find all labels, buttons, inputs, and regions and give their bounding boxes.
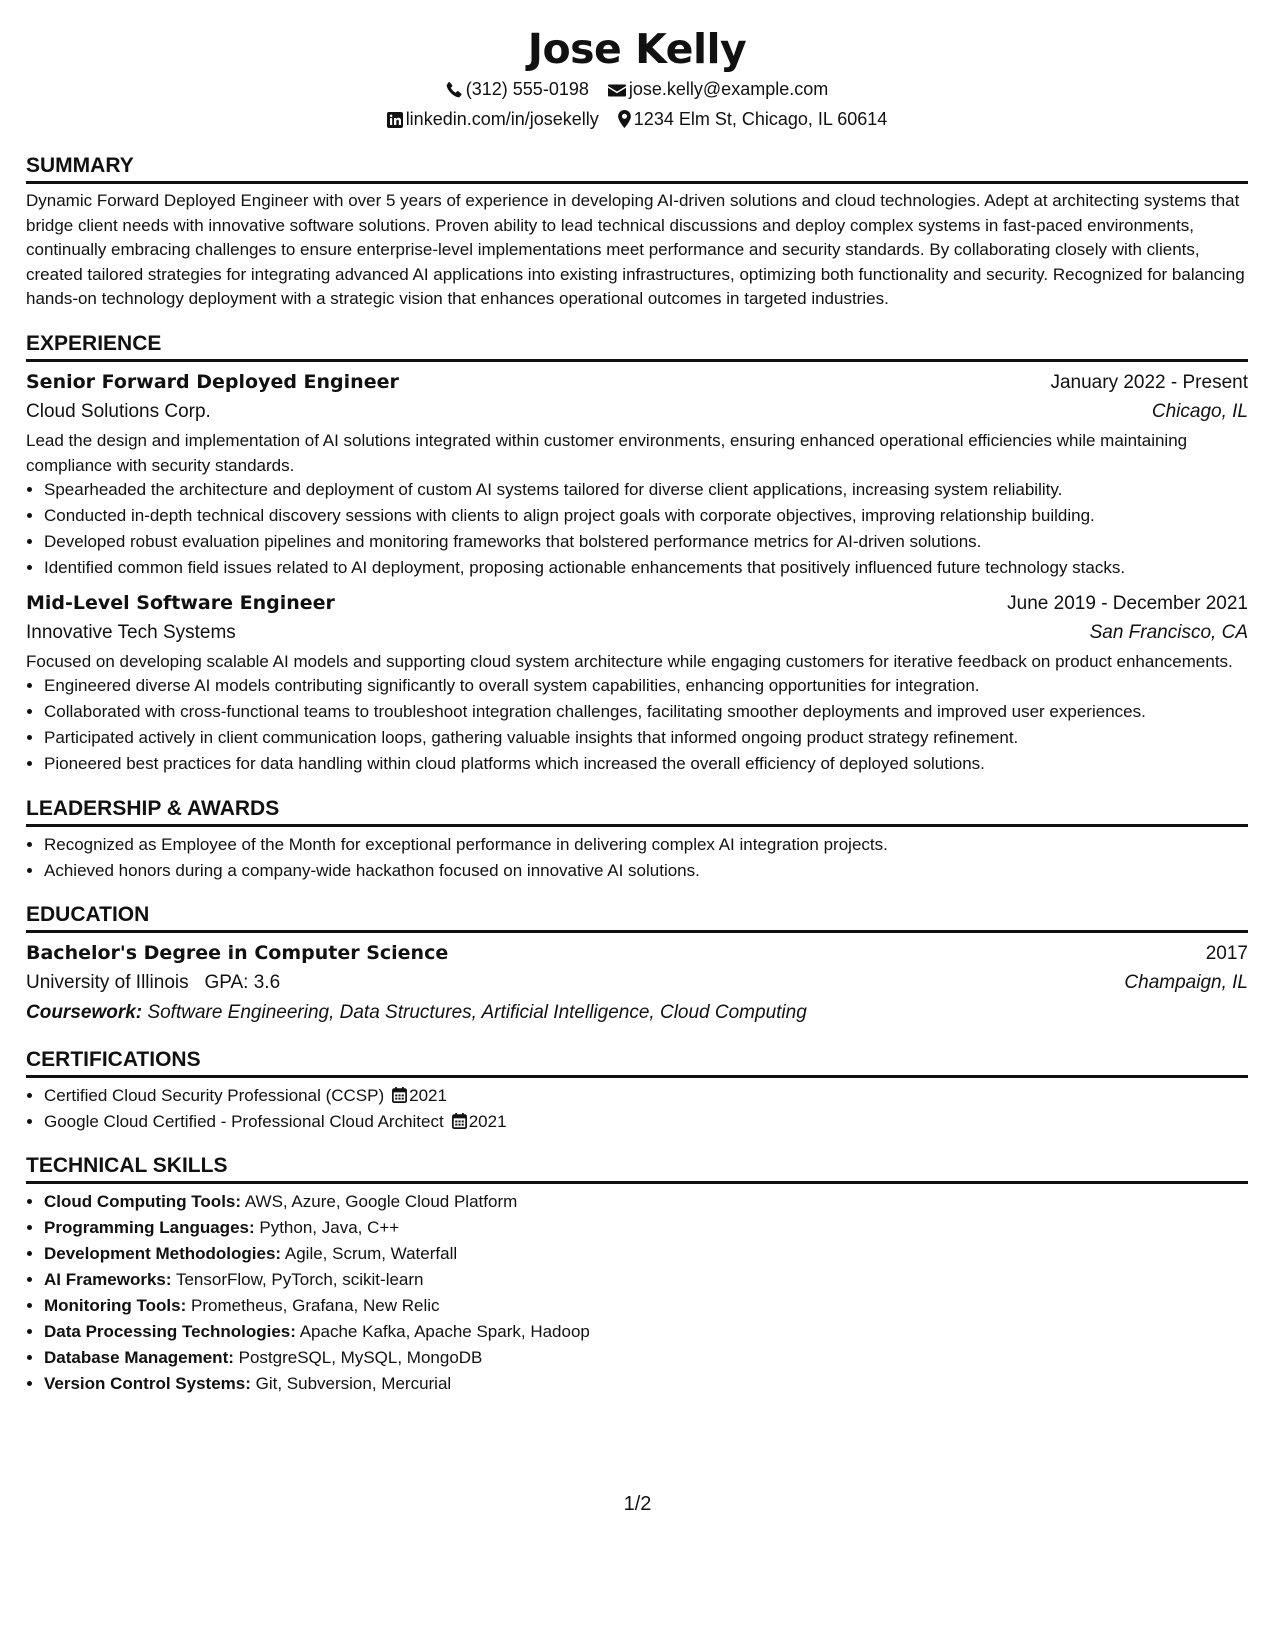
skill-item bbox=[44, 1242, 1248, 1266]
list-item: • Engineered diverse AI models contributing significantly to overall system capabilities, enhancing opportunities for integration. bbox=[44, 674, 1248, 698]
job-header bbox=[26, 368, 1248, 397]
summary-section bbox=[26, 152, 1248, 312]
skill-item bbox=[44, 1346, 1248, 1370]
education-header bbox=[26, 939, 1248, 968]
section-divider bbox=[26, 1181, 1248, 1184]
skill-item bbox=[44, 1320, 1248, 1344]
list-item: • Achieved honors during a company-wide hackathon focused on innovative AI solutions. bbox=[44, 859, 1248, 883]
skill-value: Python, Java, C++ bbox=[259, 1218, 400, 1238]
skill-item bbox=[44, 1372, 1248, 1396]
skill-value: Prometheus, Grafana, New Relic bbox=[191, 1296, 440, 1316]
list-item: • Identified common field issues related to AI deployment, proposing actionable enhancements that positively influenced future technology stacks. bbox=[44, 556, 1248, 580]
calendar-icon bbox=[392, 1087, 407, 1103]
list-item: • Participated actively in client communication loops, gathering valuable insights that informed ongoing product strategy refinement. bbox=[44, 726, 1248, 750]
skill-item bbox=[44, 1294, 1248, 1318]
leadership-section bbox=[26, 795, 1248, 883]
calendar-icon bbox=[452, 1113, 467, 1129]
job-dates: January 2022 - Present bbox=[1050, 371, 1248, 393]
skill-value: TensorFlow, PyTorch, scikit-learn bbox=[175, 1270, 424, 1290]
job-company: Innovative Tech Systems bbox=[26, 621, 236, 643]
job-title: Mid-Level Software Engineer bbox=[26, 591, 335, 614]
certification-name: Certified Cloud Security Professional (CCSP) bbox=[44, 1085, 385, 1105]
skill-item bbox=[44, 1190, 1248, 1214]
job-location: Chicago, IL bbox=[1151, 400, 1248, 422]
section-title: EDUCATION bbox=[26, 902, 150, 926]
skill-value: Agile, Scrum, Waterfall bbox=[284, 1244, 458, 1264]
section-divider bbox=[26, 824, 1248, 827]
summary-text: Dynamic Forward Deployed Engineer with over 5 years of experience in developing AI-driven solutions and cloud technologies. Adept at architecting systems that bridge client needs with innovative software solutions. Proven ability to lead technical discussions and deploy complex systems in fast-paced environments, continually embracing challenges to ensure enterprise-level implementations meet performance and security standards. By collaborating closely with clients, created tailored strategies for integrating advanced AI applications into existing infrastructures, optimizing both functionality and security. Recognized for balancing hands-on technology deployment with a strategic vision that enhances operational outcomes in targeted industries. bbox=[26, 191, 1245, 309]
job-location: San Francisco, CA bbox=[1089, 621, 1248, 643]
section-divider bbox=[26, 359, 1248, 362]
job-bullets bbox=[26, 674, 1248, 776]
contact-row-1 bbox=[26, 74, 1248, 104]
job-title: Senior Forward Deployed Engineer bbox=[26, 370, 399, 393]
list-item bbox=[44, 1110, 1248, 1134]
certifications-section bbox=[26, 1046, 1248, 1134]
job-company: Cloud Solutions Corp. bbox=[26, 400, 211, 422]
gpa: GPA: 3.6 bbox=[204, 971, 281, 993]
envelope-icon bbox=[608, 83, 626, 98]
email-text: jose.kelly@example.com bbox=[628, 79, 829, 99]
list-item: • Developed robust evaluation pipelines and monitoring frameworks that bolstered performance metrics for AI-driven solutions. bbox=[44, 530, 1248, 554]
section-divider bbox=[26, 930, 1248, 933]
page-number: 1/2 bbox=[623, 1493, 652, 1515]
list-item: • Collaborated with cross-functional teams to troubleshoot integration challenges, facilitating smoother deployments and improved user experiences. bbox=[44, 700, 1248, 724]
skill-item bbox=[44, 1268, 1248, 1292]
graduation-year: 2017 bbox=[1205, 942, 1248, 964]
linkedin-icon bbox=[387, 112, 403, 128]
school-location: Champaign, IL bbox=[1124, 971, 1248, 993]
section-title: TECHNICAL SKILLS bbox=[26, 1154, 228, 1178]
skill-label: Data Processing Technologies: bbox=[44, 1322, 296, 1342]
certification-year: 2021 bbox=[409, 1085, 447, 1105]
certifications-list bbox=[26, 1084, 1248, 1134]
skill-value: Git, Subversion, Mercurial bbox=[255, 1374, 452, 1394]
email-item[interactable] bbox=[608, 74, 828, 104]
skill-label: AI Frameworks: bbox=[44, 1270, 172, 1290]
address-text: 1234 Elm St, Chicago, IL 60614 bbox=[633, 109, 888, 129]
skills-list bbox=[26, 1190, 1248, 1396]
coursework-label: Coursework: bbox=[26, 1001, 143, 1023]
skill-value: PostgreSQL, MySQL, MongoDB bbox=[238, 1348, 483, 1368]
skill-label: Monitoring Tools: bbox=[44, 1296, 187, 1316]
list-item bbox=[44, 1084, 1248, 1108]
skill-label: Development Methodologies: bbox=[44, 1244, 282, 1264]
job-description: Focused on developing scalable AI models and supporting cloud system architecture while engaging customers for iterative feedback on product enhancements. bbox=[26, 651, 1233, 671]
section-title: LEADERSHIP & AWARDS bbox=[26, 796, 280, 820]
skill-label: Database Management: bbox=[44, 1348, 234, 1368]
coursework bbox=[26, 998, 1248, 1028]
map-pin-icon bbox=[618, 110, 631, 128]
linkedin-text: linkedin.com/in/josekelly bbox=[405, 109, 599, 129]
list-item: • Conducted in-depth technical discovery sessions with clients to align project goals with corporate objectives, improving relationship building. bbox=[44, 504, 1248, 528]
education-subheader bbox=[26, 968, 1248, 998]
school-name: University of Illinois bbox=[26, 971, 189, 993]
candidate-name: Jose Kelly bbox=[527, 25, 747, 73]
skill-value: AWS, Azure, Google Cloud Platform bbox=[244, 1192, 518, 1212]
section-title: CERTIFICATIONS bbox=[26, 1047, 201, 1071]
job-header bbox=[26, 589, 1248, 618]
contact-row-2 bbox=[26, 104, 1248, 134]
job-subheader bbox=[26, 618, 1248, 648]
section-divider bbox=[26, 1075, 1248, 1078]
coursework-text: Software Engineering, Data Structures, Artificial Intelligence, Cloud Computing bbox=[147, 1001, 807, 1023]
job-subheader bbox=[26, 397, 1248, 427]
list-item: • Recognized as Employee of the Month for exceptional performance in delivering complex AI integration projects. bbox=[44, 833, 1248, 857]
skill-item bbox=[44, 1216, 1248, 1240]
phone-text: (312) 555-0198 bbox=[465, 79, 589, 99]
section-divider bbox=[26, 181, 1248, 184]
resume-page bbox=[26, 0, 1248, 1398]
education-section bbox=[26, 901, 1248, 1028]
job-dates: June 2019 - December 2021 bbox=[1007, 592, 1248, 614]
job-bullets bbox=[26, 478, 1248, 580]
job-description: Lead the design and implementation of AI solutions integrated within customer environments, ensuring enhanced operational efficiencies while maintaining compliance with security standards. bbox=[26, 430, 1188, 475]
linkedin-item[interactable] bbox=[387, 104, 599, 134]
phone-icon bbox=[446, 81, 463, 98]
list-item: • Pioneered best practices for data handling within cloud platforms which increased the overall efficiency of deployed solutions. bbox=[44, 752, 1248, 776]
experience-section bbox=[26, 330, 1248, 777]
address-item bbox=[618, 104, 888, 134]
skill-label: Programming Languages: bbox=[44, 1218, 255, 1238]
degree: Bachelor's Degree in Computer Science bbox=[26, 941, 449, 964]
list-item: • Spearheaded the architecture and deployment of custom AI systems tailored for diverse client applications, increasing system reliability. bbox=[44, 478, 1248, 502]
certification-name: Google Cloud Certified - Professional Cloud Architect bbox=[44, 1111, 444, 1131]
job-entry bbox=[26, 368, 1248, 581]
section-title: EXPERIENCE bbox=[26, 331, 162, 355]
job-entry bbox=[26, 589, 1248, 777]
leadership-list bbox=[26, 833, 1248, 883]
skill-label: Cloud Computing Tools: bbox=[44, 1192, 242, 1212]
skill-label: Version Control Systems: bbox=[44, 1374, 251, 1394]
skill-value: Apache Kafka, Apache Spark, Hadoop bbox=[299, 1322, 590, 1342]
phone-item bbox=[446, 74, 589, 104]
skills-section bbox=[26, 1152, 1248, 1396]
certification-year: 2021 bbox=[468, 1111, 507, 1131]
section-title: SUMMARY bbox=[26, 154, 134, 177]
